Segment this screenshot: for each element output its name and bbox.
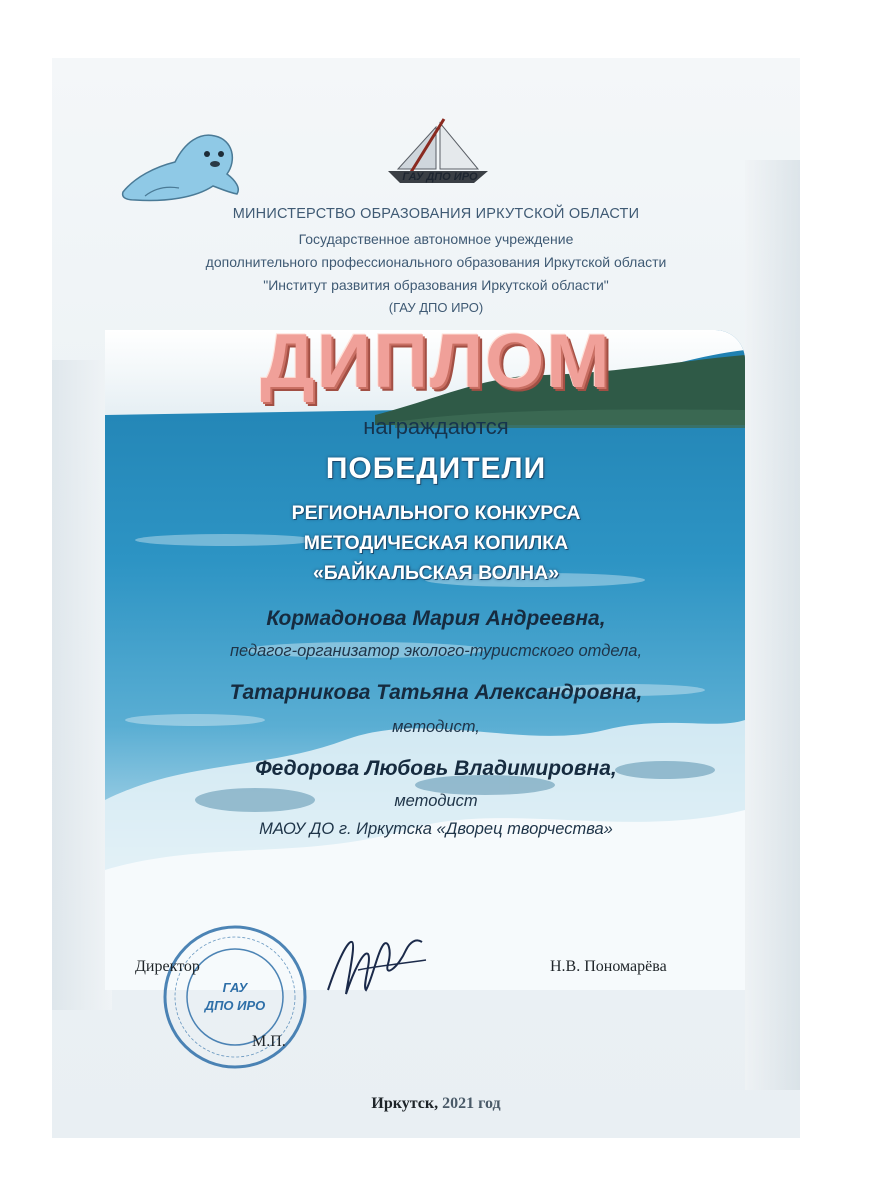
ministry-line: МИНИСТЕРСТВО ОБРАЗОВАНИЯ ИРКУТСКОЙ ОБЛАСТИ [232, 206, 640, 222]
director-name: Н.В. Пономарёва [550, 958, 667, 975]
recipient-name-3: Федорова Любовь Владимировна, [255, 757, 617, 780]
iro-logo [378, 115, 498, 202]
official-stamp [160, 922, 310, 1077]
footer-year: 2021 год [442, 1095, 501, 1112]
competition-line-3: «БАЙКАЛЬСКАЯ ВОЛНА» [312, 562, 560, 584]
seal-label: М.П. [252, 1033, 286, 1050]
stamp-text-1: ГАУ [222, 980, 248, 995]
footer-city: Иркутск, [371, 1095, 439, 1112]
institute-abbr-line: (ГАУ ДПО ИРО) [388, 300, 484, 315]
recipient-role-3: методист [394, 792, 478, 810]
institution-type-line: Государственное автономное учреждение [298, 231, 574, 247]
recipient-role-2: методист, [392, 718, 480, 736]
director-position: Директор [135, 958, 200, 975]
recipient-role-1: педагог-организатор эколого-туристского отдела, [229, 642, 643, 660]
recipient-name-2: Татарникова Татьяна Александровна, [229, 681, 643, 704]
logo-caption: ГАУ ДПО ИРО [402, 171, 478, 183]
diploma-title: ДИПЛОМ [260, 319, 612, 404]
education-line: дополнительного профессионального образования Иркутской области [205, 254, 667, 270]
seal-mascot-icon [115, 122, 245, 212]
competition-line-2: МЕТОДИЧЕСКАЯ КОПИЛКА [303, 532, 569, 554]
recipient-name-1: Кормадонова Мария Андреевна, [266, 607, 606, 630]
director-signature [318, 920, 438, 1015]
awarded-text: награждаются [363, 414, 509, 439]
competition-line-1: РЕГИОНАЛЬНОГО КОНКУРСА [291, 502, 581, 524]
winners-heading: ПОБЕДИТЕЛИ [325, 452, 547, 485]
institution-line: МАОУ ДО г. Иркутска «Дворец творчества» [259, 820, 613, 838]
institute-name-line: "Институт развития образования Иркутской области" [263, 277, 609, 293]
footer-city-year [0, 1095, 872, 1113]
stamp-text-2: ДПО ИРО [204, 998, 266, 1013]
